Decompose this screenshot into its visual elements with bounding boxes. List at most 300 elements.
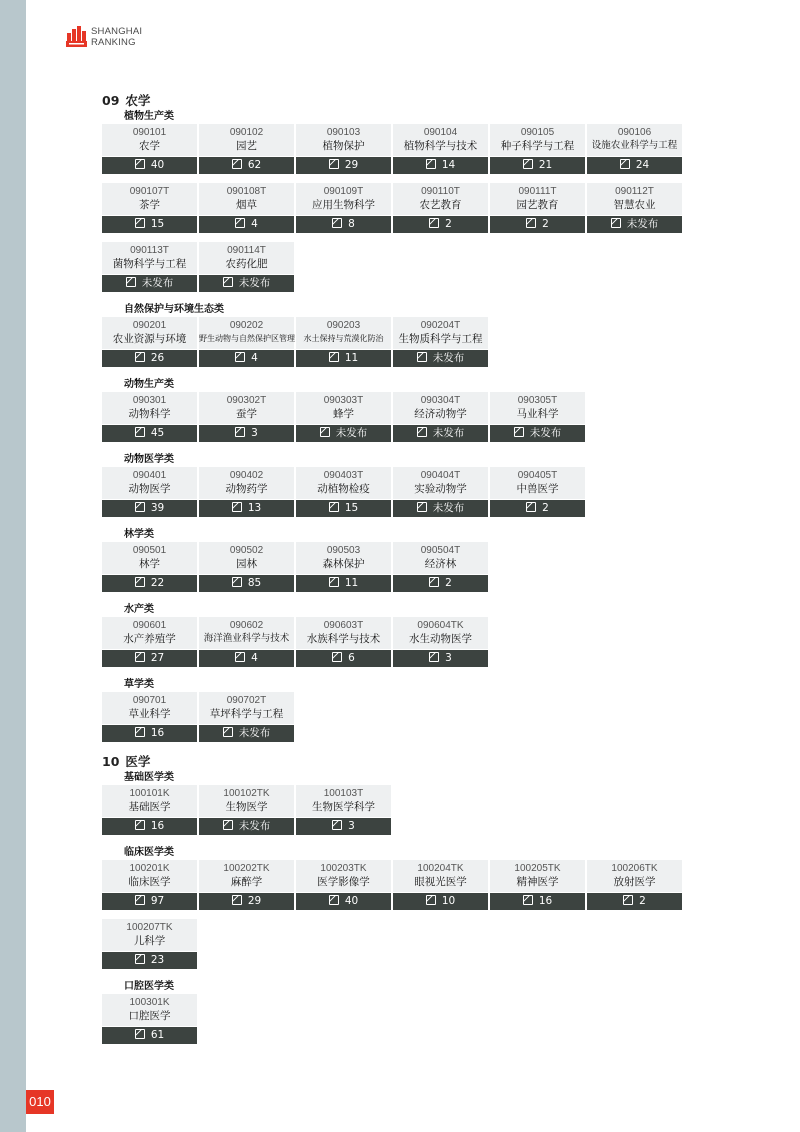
major-count: 29 xyxy=(344,159,359,171)
major-card[interactable] xyxy=(296,617,391,667)
major-code: 090502 xyxy=(229,545,264,556)
major-name: 动物药学 xyxy=(225,483,268,495)
major-card[interactable] xyxy=(199,785,294,835)
major-count-link[interactable] xyxy=(199,575,294,592)
major-card-header xyxy=(490,124,585,156)
major-count-link[interactable] xyxy=(296,500,391,517)
major-count-link[interactable] xyxy=(296,650,391,667)
major-count: 23 xyxy=(150,954,165,966)
major-code: 090203 xyxy=(326,320,361,331)
major-code: 100205TK xyxy=(514,863,561,874)
major-card-header xyxy=(102,183,197,215)
major-count-link[interactable] xyxy=(102,500,197,517)
major-card[interactable] xyxy=(199,317,294,367)
category-title: 植物生产类 xyxy=(124,111,174,122)
major-grid xyxy=(102,692,702,751)
major-code: 090105 xyxy=(520,127,555,138)
major-card[interactable] xyxy=(296,542,391,592)
edit-link-icon xyxy=(332,820,342,830)
major-card-header xyxy=(296,860,391,892)
major-code: 090106 xyxy=(617,127,652,138)
major-count: 4 xyxy=(251,218,258,230)
major-code: 090113T xyxy=(130,245,169,256)
edit-link-icon xyxy=(417,352,427,362)
major-count-link[interactable] xyxy=(199,650,294,667)
major-name: 水产养殖学 xyxy=(123,633,176,645)
category-title: 自然保护与环境生态类 xyxy=(124,304,224,315)
major-count: 40 xyxy=(150,159,165,171)
major-card-header xyxy=(102,994,197,1026)
major-card[interactable] xyxy=(199,183,294,233)
major-count-link[interactable] xyxy=(490,157,585,174)
edit-link-icon xyxy=(232,502,242,512)
major-count-link[interactable] xyxy=(587,216,682,233)
major-count: 39 xyxy=(150,502,165,514)
major-code: 090107T xyxy=(129,186,170,197)
major-code: 090204T xyxy=(420,320,461,331)
major-card[interactable] xyxy=(102,785,197,835)
edit-link-icon xyxy=(429,652,439,662)
major-catalog xyxy=(102,90,702,1055)
major-count: 27 xyxy=(150,652,165,664)
major-card[interactable] xyxy=(393,124,488,174)
edit-link-icon xyxy=(135,727,145,737)
major-count-link[interactable] xyxy=(296,575,391,592)
major-card[interactable] xyxy=(199,617,294,667)
major-card-header xyxy=(587,860,682,892)
major-grid xyxy=(102,317,702,376)
major-code: 090503 xyxy=(326,545,361,556)
major-name: 生物医学科学 xyxy=(312,801,375,813)
major-code: 090501 xyxy=(132,545,167,556)
major-code: 090403T xyxy=(323,470,364,481)
major-count-link[interactable] xyxy=(490,893,585,910)
edit-link-icon xyxy=(235,652,245,662)
major-card-header xyxy=(199,467,294,499)
major-code: 090109T xyxy=(323,186,364,197)
major-card[interactable] xyxy=(490,860,585,910)
major-name: 经济林 xyxy=(424,558,457,570)
major-card[interactable] xyxy=(490,467,585,517)
category-title: 动物医学类 xyxy=(124,454,174,465)
major-count-link[interactable] xyxy=(490,216,585,233)
major-count-link[interactable] xyxy=(102,350,197,367)
page-number: 010 xyxy=(26,1090,54,1114)
major-code: 100301K xyxy=(129,997,170,1008)
category-title: 基础医学类 xyxy=(124,772,174,783)
major-card[interactable] xyxy=(587,124,682,174)
major-name: 眼视光医学 xyxy=(414,876,467,888)
major-count: 4 xyxy=(251,652,258,664)
major-card-header xyxy=(393,467,488,499)
major-code: 100102TK xyxy=(223,788,270,799)
major-name: 智慧农业 xyxy=(613,199,656,211)
major-card[interactable] xyxy=(102,467,197,517)
major-code: 090103 xyxy=(326,127,361,138)
major-card-header xyxy=(199,785,294,817)
major-card-header xyxy=(199,124,294,156)
major-code: 100203TK xyxy=(320,863,367,874)
category-title: 临床医学类 xyxy=(124,847,174,858)
major-card[interactable] xyxy=(102,692,197,742)
major-card-header xyxy=(102,467,197,499)
major-card[interactable] xyxy=(490,183,585,233)
major-count: 2 xyxy=(445,218,452,230)
major-code: 090405T xyxy=(517,470,558,481)
edit-link-icon xyxy=(232,159,242,169)
major-card-header xyxy=(490,183,585,215)
category-title: 口腔医学类 xyxy=(124,981,174,992)
major-code: 090114T xyxy=(227,245,266,256)
major-code: 090702T xyxy=(226,695,267,706)
major-count-link[interactable] xyxy=(296,350,391,367)
major-count: 13 xyxy=(247,502,262,514)
major-card[interactable] xyxy=(296,467,391,517)
major-card-header xyxy=(296,317,391,349)
major-card[interactable] xyxy=(199,542,294,592)
discipline-code: 09 xyxy=(102,93,120,108)
major-card-header xyxy=(490,392,585,424)
major-card-header xyxy=(490,467,585,499)
major-card-header xyxy=(296,617,391,649)
major-grid xyxy=(102,124,702,301)
major-count-link[interactable] xyxy=(490,500,585,517)
ranking-logo-icon xyxy=(66,25,88,47)
category-title: 林学类 xyxy=(124,529,154,540)
edit-link-icon xyxy=(623,895,633,905)
edit-link-icon xyxy=(332,218,342,228)
major-count: 2 xyxy=(542,502,549,514)
edit-link-icon xyxy=(620,159,630,169)
major-count: 未发布 xyxy=(529,427,562,439)
edit-link-icon xyxy=(135,954,145,964)
major-code: 090504T xyxy=(420,545,461,556)
edit-link-icon xyxy=(235,352,245,362)
major-name: 应用生物科学 xyxy=(312,199,375,211)
edit-link-icon xyxy=(235,427,245,437)
major-grid xyxy=(102,860,702,978)
major-count: 未发布 xyxy=(238,820,271,832)
edit-link-icon xyxy=(135,820,145,830)
major-count-link[interactable] xyxy=(102,818,197,835)
major-count-link[interactable] xyxy=(102,275,197,292)
edit-link-icon xyxy=(126,277,136,287)
major-card-header xyxy=(199,317,294,349)
major-card[interactable] xyxy=(393,617,488,667)
major-code: 090304T xyxy=(420,395,461,406)
major-code: 100207TK xyxy=(126,922,173,933)
major-card[interactable] xyxy=(102,919,197,969)
major-grid xyxy=(102,392,702,451)
major-count-link[interactable] xyxy=(393,500,488,517)
major-card-header xyxy=(587,183,682,215)
major-count-link[interactable] xyxy=(199,725,294,742)
major-card[interactable] xyxy=(199,692,294,742)
major-card[interactable] xyxy=(102,542,197,592)
major-name: 临床医学 xyxy=(128,876,171,888)
major-code: 090602 xyxy=(229,620,264,631)
major-name: 园林 xyxy=(236,558,257,570)
major-card[interactable] xyxy=(102,183,197,233)
edit-link-icon xyxy=(417,427,427,437)
major-count: 未发布 xyxy=(432,427,465,439)
major-card[interactable] xyxy=(587,860,682,910)
major-name: 生物医学 xyxy=(225,801,268,813)
major-count-link[interactable] xyxy=(102,216,197,233)
major-card-header xyxy=(393,317,488,349)
major-name: 动物医学 xyxy=(128,483,171,495)
major-count-link[interactable] xyxy=(102,157,197,174)
major-count-link[interactable] xyxy=(102,1027,197,1044)
edit-link-icon xyxy=(135,895,145,905)
major-count-link[interactable] xyxy=(393,216,488,233)
logo-line-2: RANKING xyxy=(91,37,136,48)
major-count-link[interactable] xyxy=(393,157,488,174)
edit-link-icon xyxy=(514,427,524,437)
major-card-header xyxy=(199,392,294,424)
major-code: 090101 xyxy=(132,127,167,138)
major-count: 85 xyxy=(247,577,262,589)
major-code: 090110T xyxy=(421,186,460,197)
major-code: 100202TK xyxy=(223,863,270,874)
major-count: 未发布 xyxy=(238,727,271,739)
major-count-link[interactable] xyxy=(102,575,197,592)
major-card[interactable] xyxy=(199,392,294,442)
major-count: 29 xyxy=(247,895,262,907)
edit-link-icon xyxy=(332,652,342,662)
major-count: 3 xyxy=(348,820,355,832)
major-card-header xyxy=(102,860,197,892)
major-card[interactable] xyxy=(296,860,391,910)
major-count: 2 xyxy=(639,895,646,907)
major-card[interactable] xyxy=(393,392,488,442)
major-name: 水族科学与技术 xyxy=(306,633,381,645)
edit-link-icon xyxy=(523,159,533,169)
major-card-header xyxy=(296,467,391,499)
major-count-link[interactable] xyxy=(102,725,197,742)
major-card-header xyxy=(296,542,391,574)
major-card-header xyxy=(296,392,391,424)
major-code: 090108T xyxy=(226,186,267,197)
major-card[interactable] xyxy=(393,317,488,367)
edit-link-icon xyxy=(526,502,536,512)
edit-link-icon xyxy=(135,502,145,512)
major-count-link[interactable] xyxy=(393,893,488,910)
major-name: 园艺 xyxy=(236,140,257,152)
major-count-link[interactable] xyxy=(393,650,488,667)
major-card-header xyxy=(102,542,197,574)
major-name: 森林保护 xyxy=(322,558,365,570)
major-code: 090102 xyxy=(229,127,264,138)
edit-link-icon xyxy=(235,218,245,228)
major-code: 090112T xyxy=(615,186,654,197)
major-count-link[interactable] xyxy=(587,893,682,910)
major-name: 马业科学 xyxy=(516,408,559,420)
major-count: 21 xyxy=(538,159,553,171)
major-count-link[interactable] xyxy=(102,425,197,442)
major-card-header xyxy=(393,860,488,892)
major-count: 6 xyxy=(348,652,355,664)
major-count: 45 xyxy=(150,427,165,439)
major-card[interactable] xyxy=(199,860,294,910)
edit-link-icon xyxy=(135,159,145,169)
discipline-name: 农学 xyxy=(125,93,151,108)
major-name: 农学 xyxy=(139,140,160,152)
major-code: 090104 xyxy=(423,127,458,138)
major-count-link[interactable] xyxy=(199,818,294,835)
major-card[interactable] xyxy=(102,242,197,292)
major-count: 未发布 xyxy=(141,277,174,289)
major-card[interactable] xyxy=(102,392,197,442)
major-count-link[interactable] xyxy=(296,818,391,835)
major-card-header xyxy=(393,542,488,574)
major-card[interactable] xyxy=(393,860,488,910)
major-card-header xyxy=(296,183,391,215)
major-card[interactable] xyxy=(102,124,197,174)
major-count: 26 xyxy=(150,352,165,364)
major-name: 茶学 xyxy=(139,199,160,211)
major-name: 野生动物与自然保护区管理 xyxy=(199,334,295,343)
major-name: 菌物科学与工程 xyxy=(112,258,187,270)
major-count-link[interactable] xyxy=(490,425,585,442)
edit-link-icon xyxy=(329,502,339,512)
category-title: 草学类 xyxy=(124,679,154,690)
major-name: 经济动物学 xyxy=(414,408,467,420)
major-card[interactable] xyxy=(102,860,197,910)
major-name: 动物科学 xyxy=(128,408,171,420)
major-count-link[interactable] xyxy=(199,500,294,517)
major-card-header xyxy=(199,860,294,892)
major-name: 园艺教育 xyxy=(516,199,559,211)
major-card[interactable] xyxy=(102,617,197,667)
major-count: 16 xyxy=(150,820,165,832)
major-code: 100201K xyxy=(129,863,170,874)
edit-link-icon xyxy=(135,427,145,437)
edit-link-icon xyxy=(320,427,330,437)
major-name: 精神医学 xyxy=(516,876,559,888)
major-count-link[interactable] xyxy=(102,893,197,910)
major-card[interactable] xyxy=(296,183,391,233)
major-count: 未发布 xyxy=(432,502,465,514)
major-name: 水土保持与荒漠化防治 xyxy=(303,334,384,343)
major-name: 农业资源与环境 xyxy=(112,333,187,345)
category-title: 动物生产类 xyxy=(124,379,174,390)
major-card-header xyxy=(102,692,197,724)
major-code: 090701 xyxy=(132,695,167,706)
major-name: 农艺教育 xyxy=(419,199,462,211)
major-name: 农药化肥 xyxy=(225,258,268,270)
major-card[interactable] xyxy=(393,542,488,592)
major-card[interactable] xyxy=(393,183,488,233)
major-count: 未发布 xyxy=(335,427,368,439)
major-card[interactable] xyxy=(296,124,391,174)
major-card[interactable] xyxy=(490,124,585,174)
major-name: 烟草 xyxy=(236,199,257,211)
major-card[interactable] xyxy=(199,124,294,174)
major-count-link[interactable] xyxy=(199,216,294,233)
major-name: 中兽医学 xyxy=(516,483,559,495)
edit-link-icon xyxy=(232,577,242,587)
major-card-header xyxy=(199,183,294,215)
logo-text xyxy=(91,26,142,48)
major-name: 生物质科学与工程 xyxy=(398,333,483,345)
major-card[interactable] xyxy=(296,392,391,442)
major-name: 蜂学 xyxy=(333,408,354,420)
major-card[interactable] xyxy=(490,392,585,442)
major-card[interactable] xyxy=(199,467,294,517)
edit-link-icon xyxy=(329,352,339,362)
edit-link-icon xyxy=(329,577,339,587)
discipline-name: 医学 xyxy=(125,754,151,769)
major-card[interactable] xyxy=(199,242,294,292)
major-card[interactable] xyxy=(587,183,682,233)
major-count-link[interactable] xyxy=(199,425,294,442)
major-code: 100206TK xyxy=(611,863,658,874)
major-card[interactable] xyxy=(102,994,197,1044)
edit-link-icon xyxy=(417,502,427,512)
major-count-link[interactable] xyxy=(296,157,391,174)
major-count: 2 xyxy=(542,218,549,230)
major-card[interactable] xyxy=(296,785,391,835)
major-count-link[interactable] xyxy=(296,425,391,442)
major-code: 090302T xyxy=(226,395,267,406)
edit-link-icon xyxy=(429,577,439,587)
major-count-link[interactable] xyxy=(199,275,294,292)
major-count-link[interactable] xyxy=(102,650,197,667)
edit-link-icon xyxy=(329,159,339,169)
major-count: 11 xyxy=(344,352,359,364)
major-name: 基础医学 xyxy=(128,801,171,813)
major-count: 16 xyxy=(538,895,553,907)
major-count-link[interactable] xyxy=(199,350,294,367)
major-count: 未发布 xyxy=(626,218,659,230)
edit-link-icon xyxy=(611,218,621,228)
major-name: 植物科学与技术 xyxy=(403,140,478,152)
major-code: 100103T xyxy=(323,788,364,799)
major-count-link[interactable] xyxy=(393,575,488,592)
major-name: 实验动物学 xyxy=(414,483,467,495)
major-count-link[interactable] xyxy=(102,952,197,969)
major-count-link[interactable] xyxy=(296,216,391,233)
edit-link-icon xyxy=(426,159,436,169)
major-count-link[interactable] xyxy=(393,425,488,442)
major-card[interactable] xyxy=(393,467,488,517)
major-count-link[interactable] xyxy=(199,157,294,174)
major-count-link[interactable] xyxy=(393,350,488,367)
major-count-link[interactable] xyxy=(587,157,682,174)
major-count-link[interactable] xyxy=(296,893,391,910)
major-name: 动植物检疫 xyxy=(317,483,370,495)
major-count: 62 xyxy=(247,159,262,171)
major-name: 草坪科学与工程 xyxy=(209,708,284,720)
shanghai-ranking-logo xyxy=(66,25,156,51)
major-card-header xyxy=(393,617,488,649)
discipline-heading xyxy=(102,753,702,771)
major-count-link[interactable] xyxy=(199,893,294,910)
edit-link-icon xyxy=(426,895,436,905)
major-card[interactable] xyxy=(296,317,391,367)
major-card[interactable] xyxy=(102,317,197,367)
major-name: 林学 xyxy=(139,558,160,570)
major-code: 090604TK xyxy=(417,620,464,631)
major-name: 医学影像学 xyxy=(317,876,370,888)
major-count: 15 xyxy=(344,502,359,514)
edit-link-icon xyxy=(329,895,339,905)
edit-link-icon xyxy=(223,820,233,830)
side-bar xyxy=(0,0,26,1132)
major-count: 61 xyxy=(150,1029,165,1041)
major-card-header xyxy=(102,617,197,649)
